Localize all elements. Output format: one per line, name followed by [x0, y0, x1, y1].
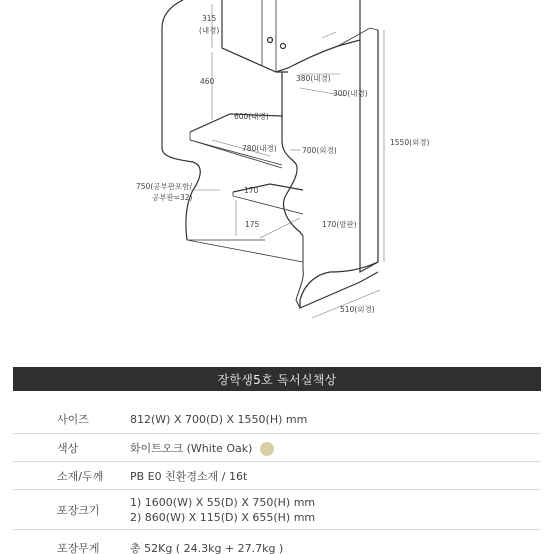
spec-row-size [13, 405, 541, 434]
dim-170b: 170(발판) [322, 220, 357, 229]
spec-label-size: 사이즈 [57, 413, 89, 426]
dim-750-b: 공부판=32) [152, 193, 193, 202]
desk-outline [162, 0, 378, 308]
spec-value-color: 화이트오크 (White Oak) [130, 441, 253, 455]
spec-value-weight: 총 52Kg ( 24.3kg + 27.7kg ) [130, 542, 284, 554]
dim-510: 510(외경) [340, 305, 375, 314]
dim-750-a: 750(공부판포함/ [136, 182, 192, 191]
spec-value-color-wrap [130, 440, 541, 456]
dim-780: 780(내경) [242, 144, 277, 153]
spec-label-material: 소재/두께 [57, 469, 104, 483]
dim-380: 380(내경) [296, 74, 331, 83]
dimension-lines [190, 4, 384, 318]
spec-value-package [130, 495, 541, 525]
product-title-bar [13, 367, 541, 391]
dim-460: 460 [200, 77, 215, 86]
spec-row-color [13, 434, 541, 462]
spec-value-material: PB E0 친환경소재 / 16t [130, 469, 248, 483]
dim-175: 175 [245, 220, 260, 229]
color-swatch [260, 442, 274, 456]
dim-300: 300(내경) [333, 89, 368, 98]
package-line-1: 1) 1600(W) X 55(D) X 750(H) mm [130, 495, 316, 509]
dim-600: 600(내경) [234, 112, 269, 121]
dim-315: 315 [202, 14, 217, 23]
dim-700: 700(외경) [302, 146, 337, 155]
spec-value-size: 812(W) X 700(D) X 1550(H) mm [130, 412, 308, 426]
dim-315-sub: (내경) [199, 26, 220, 35]
product-title: 장학생5호 독서실책상 [217, 372, 337, 387]
spec-row-package [13, 490, 541, 530]
spec-table [13, 405, 541, 554]
dim-170a: 170 [244, 186, 259, 195]
spec-row-material [13, 462, 541, 490]
package-line-2: 2) 860(W) X 115(D) X 655(H) mm [130, 510, 316, 524]
spec-label-package: 포장크기 [57, 503, 100, 517]
spec-row-weight [13, 530, 541, 554]
spec-label-color: 색상 [57, 441, 79, 455]
dim-1550: 1550(외경) [390, 138, 430, 147]
spec-label-weight: 포장무게 [57, 542, 100, 554]
